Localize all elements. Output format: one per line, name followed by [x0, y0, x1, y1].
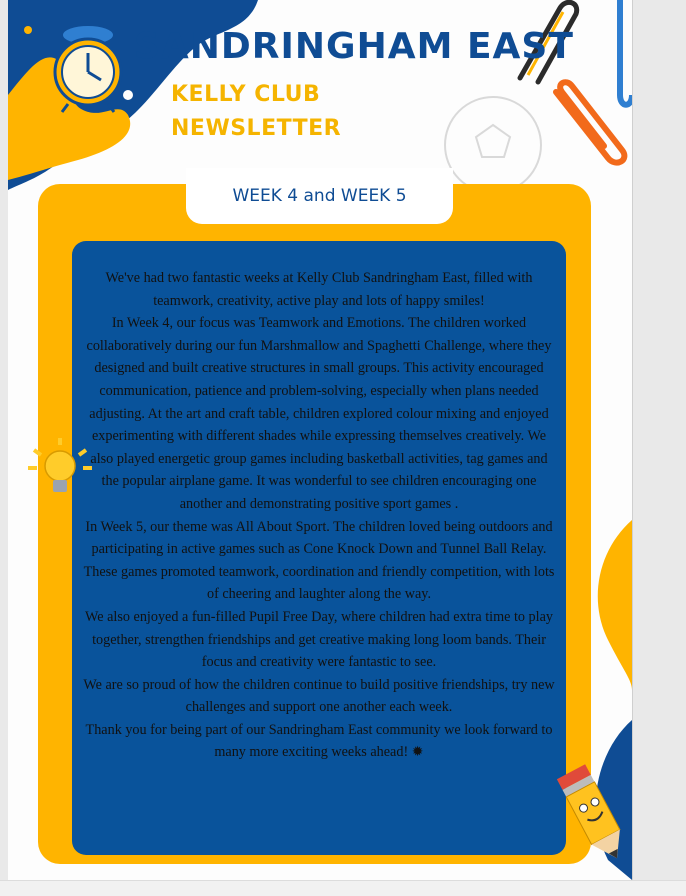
body-paragraph: Thank you for being part of our Sandringham East community we look forward to many more exciting weeks ahead! ✹: [85, 721, 553, 761]
body-paragraph: We also enjoyed a fun-filled Pupil Free Day, where children had extra time to play together, strengthen friendships and get creative making long loom bands. Their focus and creativity were fantastic to see.: [85, 608, 553, 671]
pencil-character-icon: [556, 760, 632, 870]
page-title: SANDRINGHAM EAST: [134, 26, 574, 67]
newsletter-page: [8, 0, 633, 880]
body-paragraph: In Week 4, our focus was Teamwork and Emotions. The children worked collaboratively during our fun Marshmallow and Spaghetti Challenge, where they designed and built creative structures in small groups. This activity encouraged communication, patience and problem-solving, especially when plans needed adjusting. At the art and craft table, children explored colour mixing and enjoyed experimenting with different shades while expressing themselves creatively. We also played energetic group games including basketball activities, tag games and the popular airplane game. It was wonderful to see children encouraging one another and demonstrating positive sport games .: [86, 315, 552, 512]
subtitle-newsletter: NEWSLETTER: [171, 116, 342, 141]
body-paragraph: We've had two fantastic weeks at Kelly Club Sandringham East, filled with teamwork, creativity, active play and lots of happy smiles!: [105, 270, 533, 309]
section-tab: [186, 168, 453, 224]
body-paragraph: In Week 5, our theme was All About Sport. The children loved being outdoors and participating in active games such as Cone Knock Down and Tunnel Ball Relay. These games promoted teamwork, coordination and friendly competition, with lots of cheering and laughter along the way.: [83, 518, 555, 603]
newsletter-body: [72, 241, 566, 855]
subtitle-kelly-club: KELLY CLUB: [171, 82, 321, 107]
horizontal-scrollbar[interactable]: [0, 880, 686, 896]
alarm-clock-icon: [46, 20, 130, 114]
body-paragraph: We are so proud of how the children continue to build positive friendships, try new challenges and support one another each week.: [83, 676, 555, 716]
section-heading: WEEK 4 and WEEK 5: [232, 186, 407, 206]
lightbulb-icon: [24, 436, 96, 504]
